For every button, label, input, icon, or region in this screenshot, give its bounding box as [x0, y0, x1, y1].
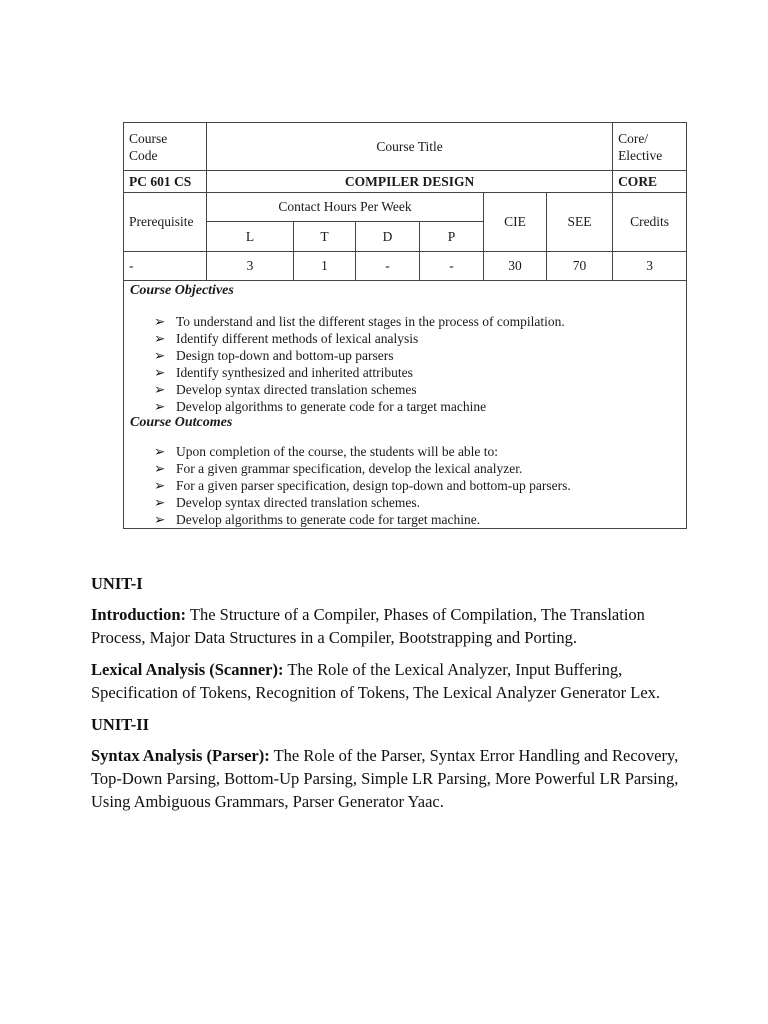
outcome-item: ➢ For a given parser specification, design top-down and bottom-up parsers.: [154, 478, 571, 493]
course-code-header: Course Code: [124, 123, 207, 171]
cie-header: CIE: [484, 193, 547, 252]
arrow-bullet-icon: ➢: [154, 314, 166, 329]
course-code-value: PC 601 CS: [124, 171, 207, 193]
outcome-item: ➢ Upon completion of the course, the students will be able to:: [154, 444, 499, 459]
tutorial-value: 1: [294, 252, 356, 281]
unit-heading: UNIT-II: [91, 715, 150, 734]
tutorial-header: T: [294, 222, 356, 252]
arrow-bullet-icon: ➢: [154, 444, 166, 459]
arrow-bullet-icon: ➢: [154, 461, 166, 476]
arrow-bullet-icon: ➢: [154, 495, 166, 510]
arrow-bullet-icon: ➢: [154, 382, 166, 397]
practical-header: P: [420, 222, 484, 252]
course-title-header: Course Title: [207, 123, 613, 171]
course-objectives-title: Course Objectives: [130, 283, 234, 298]
objective-item: ➢ To understand and list the different stages in the process of compilation.: [154, 314, 565, 329]
lecture-header: L: [207, 222, 294, 252]
unit-topic-paragraph: Lexical Analysis (Scanner): The Role of the Lexical Analyzer, Input Buffering, Specification of Tokens, Recognition of Tokens, The Lexical Analyzer Generator Lex.: [91, 660, 661, 702]
objectives-outcomes-cell: [124, 281, 687, 529]
unit-heading: UNIT-I: [91, 574, 143, 593]
course-syllabus-table: [123, 122, 687, 529]
prerequisite-header: Prerequisite: [124, 193, 207, 252]
lecture-value: 3: [207, 252, 294, 281]
course-type-value: CORE: [613, 171, 687, 193]
syllabus-units: [91, 572, 681, 822]
topic-lead: Lexical Analysis (Scanner):: [91, 660, 284, 679]
topic-lead: Introduction:: [91, 605, 187, 624]
course-outcomes-list: [154, 443, 681, 528]
arrow-bullet-icon: ➢: [154, 399, 166, 414]
practical-value: -: [420, 252, 484, 281]
see-value: 70: [547, 252, 613, 281]
arrow-bullet-icon: ➢: [154, 365, 166, 380]
core-elective-header: Core/ Elective: [613, 123, 687, 171]
prerequisite-value: -: [124, 252, 207, 281]
cie-value: 30: [484, 252, 547, 281]
unit-topic-paragraph: Introduction: The Structure of a Compiler, Phases of Compilation, The Translation Process, Major Data Structures in a Compiler, Bootstrapping and Porting.: [91, 605, 645, 647]
objective-item: ➢ Identify synthesized and inherited attributes: [154, 365, 413, 380]
objective-item: ➢ Design top-down and bottom-up parsers: [154, 348, 394, 363]
drawing-header: D: [356, 222, 420, 252]
course-title-value: COMPILER DESIGN: [207, 171, 613, 193]
credits-header: Credits: [613, 193, 687, 252]
outcome-item: ➢ Develop algorithms to generate code for target machine.: [154, 512, 481, 527]
arrow-bullet-icon: ➢: [154, 512, 166, 527]
topic-lead: Syntax Analysis (Parser):: [91, 746, 270, 765]
outcome-item: ➢ Develop syntax directed translation schemes.: [154, 495, 421, 510]
objective-item: ➢ Identify different methods of lexical analysis: [154, 331, 419, 346]
contact-hours-header: Contact Hours Per Week: [207, 193, 484, 222]
course-objectives-list: [154, 313, 681, 415]
credits-value: 3: [613, 252, 687, 281]
objective-item: ➢ Develop syntax directed translation schemes: [154, 382, 417, 397]
arrow-bullet-icon: ➢: [154, 478, 166, 493]
see-header: SEE: [547, 193, 613, 252]
unit-topic-paragraph: Syntax Analysis (Parser): The Role of the Parser, Syntax Error Handling and Recovery, Top-Down Parsing, Bottom-Up Parsing, Simple LR Parsing, More Powerful LR Parsing, Using Ambiguous Grammars, Parser Generator Yaac.: [91, 746, 679, 811]
outcome-item: ➢ For a given grammar specification, develop the lexical analyzer.: [154, 461, 523, 476]
drawing-value: -: [356, 252, 420, 281]
course-outcomes-title: Course Outcomes: [130, 415, 233, 430]
objective-item: ➢ Develop algorithms to generate code for a target machine: [154, 399, 487, 414]
arrow-bullet-icon: ➢: [154, 331, 166, 346]
arrow-bullet-icon: ➢: [154, 348, 166, 363]
